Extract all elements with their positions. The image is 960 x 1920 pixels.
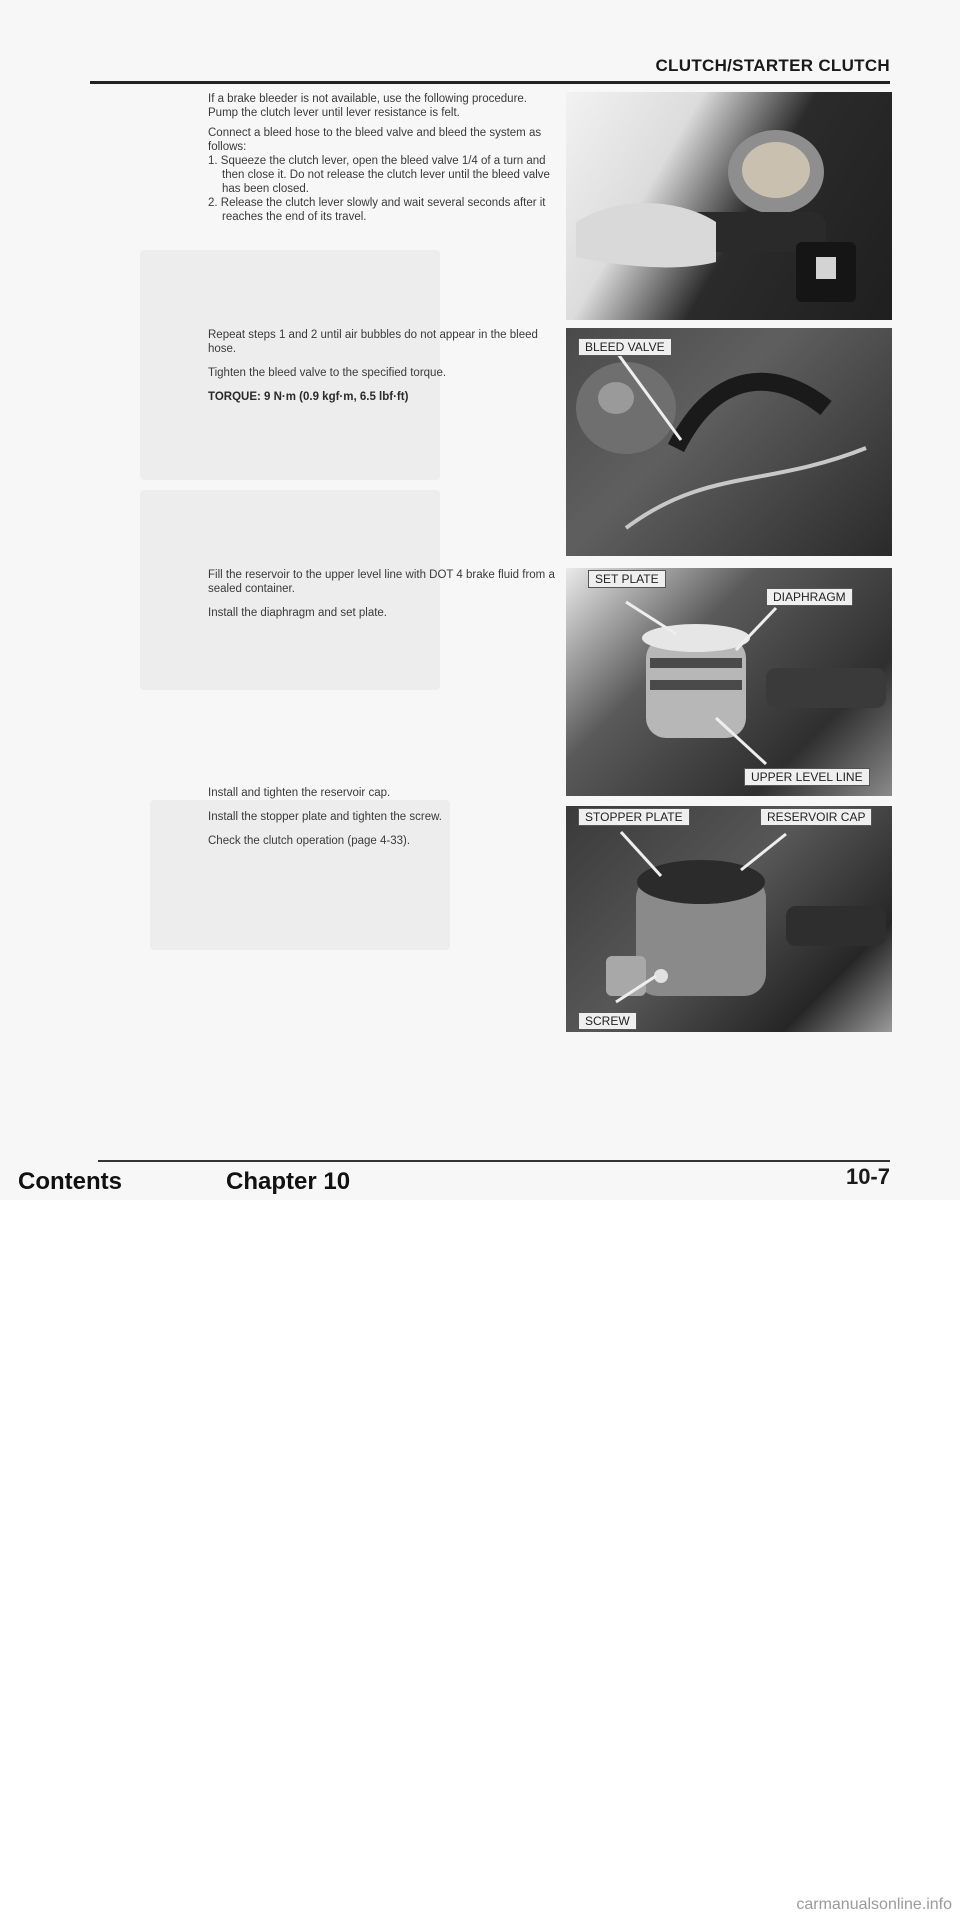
section-title: CLUTCH/STARTER CLUTCH — [655, 56, 890, 75]
reservoir-cap-illustration — [566, 806, 892, 1032]
bleed-valve-illustration — [566, 328, 892, 556]
arrow-icon — [621, 832, 661, 876]
arrow-icon — [736, 608, 776, 650]
contents-link[interactable]: Contents — [18, 1168, 122, 1195]
repeat-steps-text — [208, 328, 564, 410]
footer-rule — [98, 1160, 890, 1162]
chapter-link[interactable]: Chapter 10 — [226, 1168, 351, 1195]
paragraph: Tighten the bleed valve to the specified torque. — [208, 367, 447, 379]
bleed-procedure-text — [208, 92, 564, 224]
header-rule — [90, 81, 890, 84]
paragraph: Install the diaphragm and set plate. — [208, 607, 388, 619]
reservoir-diaphragm-photo — [566, 568, 892, 796]
callout-bleed-valve: BLEED VALVE — [578, 338, 672, 356]
callout-reservoir-cap: RESERVOIR CAP — [760, 808, 872, 826]
clutch-lever-illustration — [566, 92, 892, 320]
page-number: 10-7 — [845, 1164, 890, 1189]
callout-diaphragm: DIAPHRAGM — [766, 588, 853, 606]
paragraph: Connect a bleed hose to the bleed valve and bleed the system as follows: — [208, 127, 542, 153]
arrow-icon — [626, 602, 676, 634]
callout-set-plate: SET PLATE — [588, 570, 666, 588]
paragraph: Pump the clutch lever until lever resistance is felt. — [208, 107, 460, 119]
step-item: 2. Release the clutch lever slowly and wait several seconds after it reaches the end of its travel. — [208, 197, 546, 223]
paragraph: Repeat steps 1 and 2 until air bubbles do not appear in the bleed hose. — [208, 329, 538, 355]
fill-reservoir-text — [208, 568, 564, 626]
paragraph: If a brake bleeder is not available, use the following procedure. — [208, 93, 528, 105]
torque-spec: TORQUE: 9 N·m (0.9 kgf·m, 6.5 lbf·ft) — [208, 391, 409, 403]
callout-stopper-plate: STOPPER PLATE — [578, 808, 690, 826]
arrow-icon — [741, 834, 786, 870]
paragraph: Install the stopper plate and tighten the screw. — [208, 811, 442, 823]
callout-upper-level-line: UPPER LEVEL LINE — [744, 768, 870, 786]
callout-screw: SCREW — [578, 1012, 637, 1030]
paragraph: Install and tighten the reservoir cap. — [208, 787, 391, 799]
bleed-valve-photo — [566, 328, 892, 556]
clutch-lever-photo — [566, 92, 892, 320]
paragraph: Check the clutch operation (page 4-33). — [208, 835, 411, 847]
watermark-text: carmanualsonline.info — [796, 1896, 952, 1913]
reservoir-cap-photo — [566, 806, 892, 1032]
paragraph: Fill the reservoir to the upper level line with DOT 4 brake fluid from a sealed container. — [208, 569, 555, 595]
step-item: 1. Squeeze the clutch lever, open the bleed valve 1/4 of a turn and then close it. Do not release the clutch lever until the bleed valve has been closed. — [208, 155, 550, 195]
install-cap-text — [208, 786, 564, 854]
